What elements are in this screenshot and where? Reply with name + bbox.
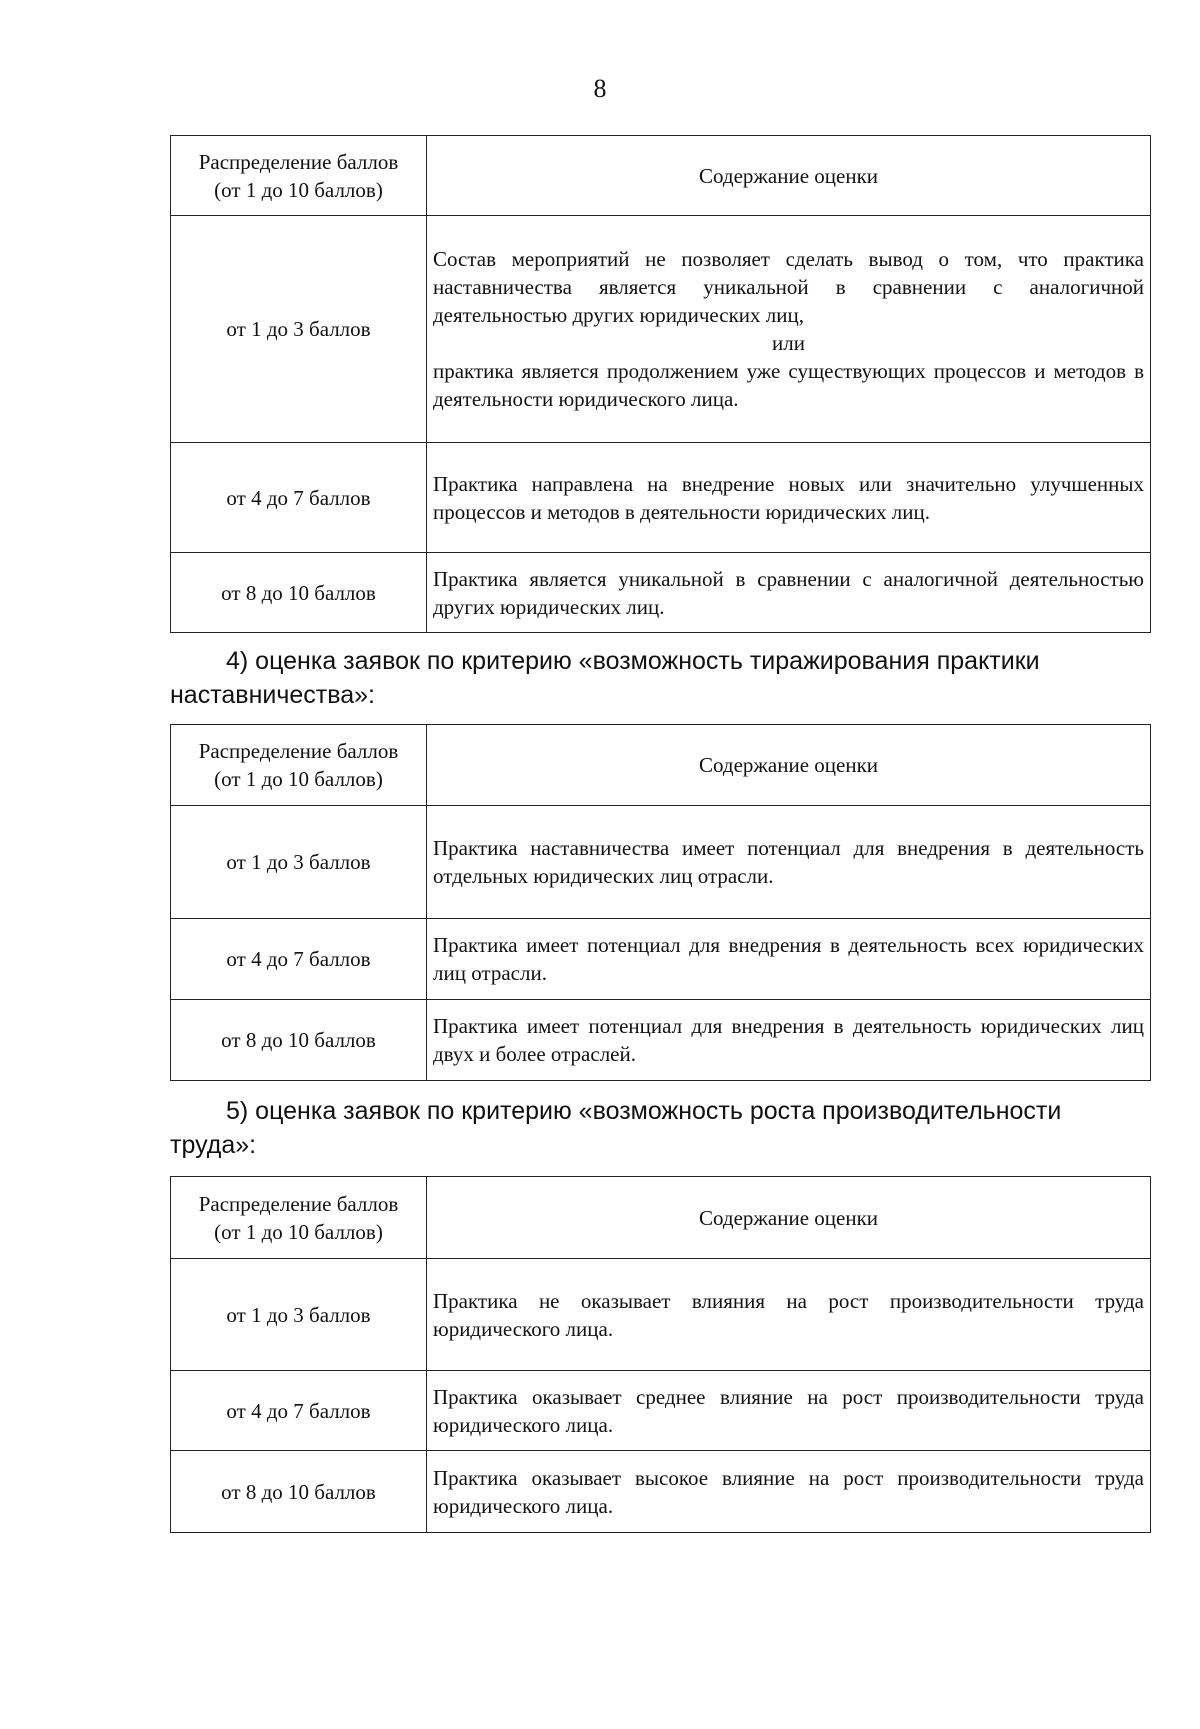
header-content-cell: Содержание оценки [427,136,1151,216]
content-cell [427,553,1151,633]
content-text: Практика оказывает среднее влияние на рост производительности труда юридического лица. [433,1384,1144,1437]
content-cell [427,1371,1151,1451]
table-row [171,553,1151,633]
criterion-5-line2: труда»: [170,1131,257,1159]
criterion-5-heading [170,1094,1150,1162]
table-header-row [171,1177,1151,1259]
table-row [171,1000,1151,1081]
content-cell [427,806,1151,919]
page-number: 8 [593,74,607,103]
header-points-line1: Распределение баллов [198,149,399,174]
content-cell [427,1259,1151,1371]
score-table-1 [170,135,1151,633]
content-text-b: практика является продолжением уже существующих процессов и методов в деятельности юридического лица. [433,359,1144,411]
content-cell [427,1451,1151,1533]
header-points-cell [171,725,427,806]
content-text: Практика имеет потенциал для внедрения в деятельность юридических лиц двух и более отраслей. [433,1014,1144,1066]
header-points-cell [171,136,427,216]
content-cell [427,1000,1151,1081]
content-cell [427,919,1151,1000]
criterion-4-heading [170,644,1150,712]
content-text: Практика оказывает высокое влияние на рост производительности труда юридического лица. [433,1465,1144,1518]
header-points-line2: (от 1 до 10 баллов) [214,767,383,791]
score-table-3 [170,1176,1151,1533]
points-cell: от 4 до 7 баллов [171,919,427,1000]
header-points-cell [171,1177,427,1259]
header-points-line1: Распределение баллов [198,1191,399,1216]
points-cell: от 1 до 3 баллов [171,806,427,919]
header-points-line2: (от 1 до 10 баллов) [214,177,383,202]
table-row [171,216,1151,443]
points-cell: от 8 до 10 баллов [171,1000,427,1081]
table-row [171,443,1151,553]
points-cell: от 8 до 10 баллов [171,553,427,633]
content-or: или [772,331,805,355]
table-header-row [171,136,1151,216]
content-text-a: Состав мероприятий не позволяет сделать вывод о том, что практика наставничества является уникальной в сравнении с аналогичной деятельностью других юридических лиц, [433,247,1144,327]
score-table-2 [170,724,1151,1081]
content-cell [427,216,1151,443]
content-text: Практика является уникальной в сравнении с аналогичной деятельностью других юридических лиц. [433,566,1144,619]
header-content-cell: Содержание оценки [427,725,1151,806]
content-text: Практика имеет потенциал для внедрения в деятельность всех юридических лиц отрасли. [433,933,1144,985]
points-cell: от 8 до 10 баллов [171,1451,427,1533]
criterion-4-line1: 4) оценка заявок по критерию «возможность тиражирования практики [226,647,1040,675]
table-row [171,1371,1151,1451]
content-text: Практика не оказывает влияния на рост производительности труда юридического лица. [433,1288,1144,1341]
points-cell: от 4 до 7 баллов [171,1371,427,1451]
content-cell [427,443,1151,553]
table-row [171,919,1151,1000]
table-row [171,1259,1151,1371]
content-text: Практика направлена на внедрение новых или значительно улучшенных процессов и методов в деятельности юридических лиц. [433,471,1144,524]
table-header-row [171,725,1151,806]
criterion-4-line2: наставничества»: [170,681,375,709]
points-cell: от 4 до 7 баллов [171,443,427,553]
points-cell: от 1 до 3 баллов [171,216,427,443]
points-cell: от 1 до 3 баллов [171,1259,427,1371]
table-row [171,806,1151,919]
header-content-cell: Содержание оценки [427,1177,1151,1259]
content-text: Практика наставничества имеет потенциал для внедрения в деятельность отдельных юридических лиц отрасли. [433,836,1144,888]
header-points-line1: Распределение баллов [198,739,399,763]
header-points-line2: (от 1 до 10 баллов) [214,1219,383,1244]
table-row [171,1451,1151,1533]
criterion-5-line1: 5) оценка заявок по критерию «возможность роста производительности [226,1097,1062,1125]
